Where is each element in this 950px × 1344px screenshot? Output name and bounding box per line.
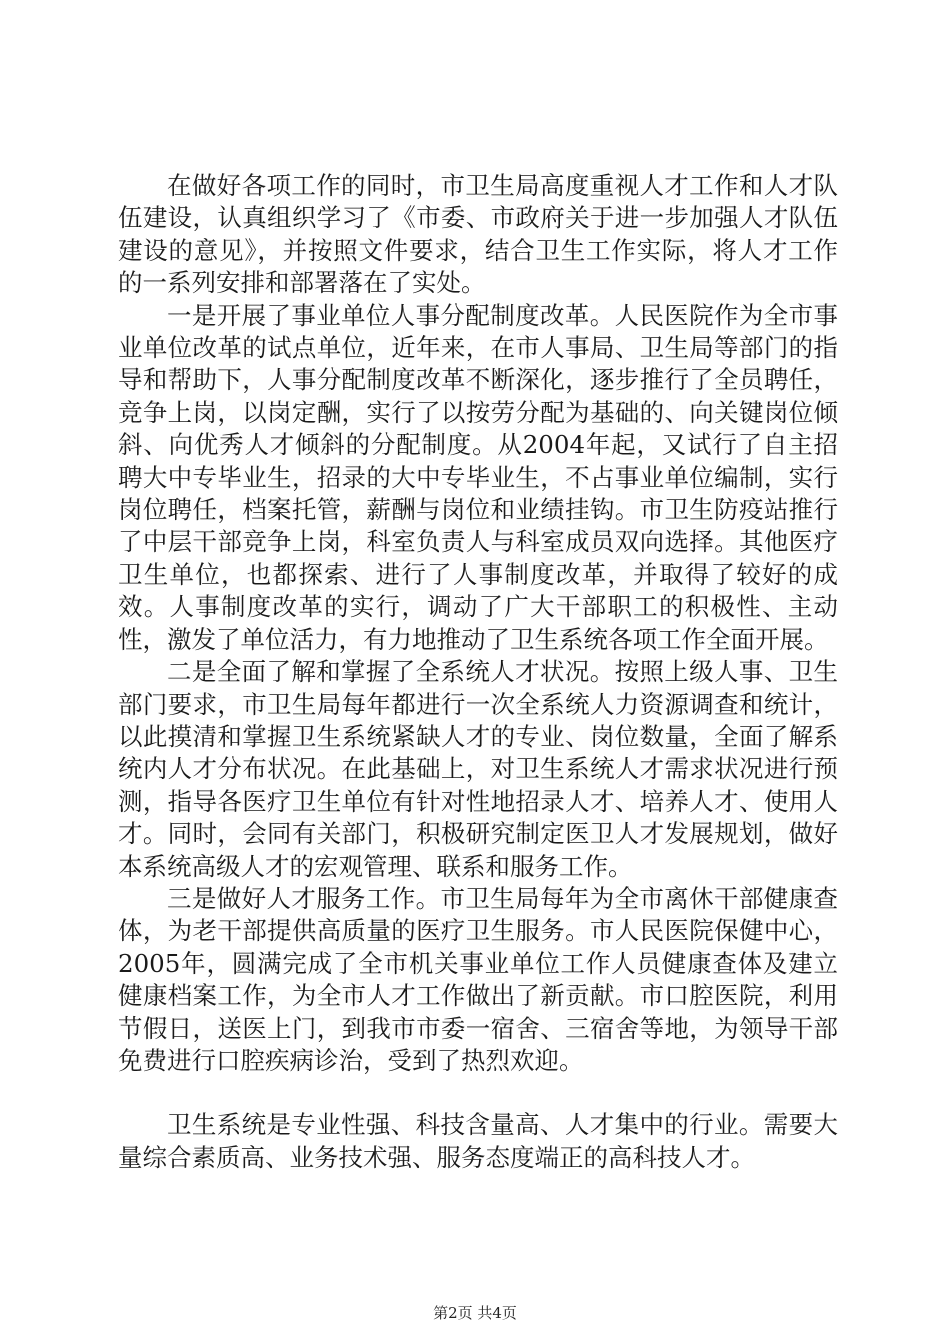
paragraph-personnel-reform: 一是开展了事业单位人事分配制度改革。人民医院作为全市事业单位改革的试点单位，近年来，在市人事局、卫生局等部门的指导和帮助下，人事分配制度改革不断深化，逐步推行了全员聘任，竞争上岗，以岗定酬，实行了以按劳分配为基础的、向关键岗位倾斜、向优秀人才倾斜的分配制度。从2004年起，又试行了自主招聘大中专毕业生，招录的大中专毕业生，不占事业单位编制，实行岗位聘任，档案托管，薪酬与岗位和业绩挂钩。市卫生防疫站推行了中层干部竞争上岗，科室负责人与科室成员双向选择。其他医疗卫生单位，也都探索、进行了人事制度改革，并取得了较好的成效。人事制度改革的实行，调动了广大干部职工的积极性、主动性，激发了单位活力，有力地推动了卫生系统各项工作全面开展。 xyxy=(118,300,838,654)
paragraph-talent-status: 二是全面了解和掌握了全系统人才状况。按照上级人事、卫生部门要求，市卫生局每年都进行一次全系统人力资源调查和统计，以此摸清和掌握卫生系统紧缺人才的专业、岗位数量，全面了解系统内人才分布状况。在此基础上，对卫生系统人才需求状况进行预测，指导各医疗卫生单位有针对性地招录人才、培养人才、使用人才。同时，会同有关部门，积极研究制定医卫人才发展规划，做好本系统高级人才的宏观管理、联系和服务工作。 xyxy=(118,657,838,881)
page-number-footer: 第2页 共4页 xyxy=(433,1304,517,1322)
paragraph-intro: 在做好各项工作的同时，市卫生局高度重视人才工作和人才队伍建设，认真组织学习了《市委、市政府关于进一步加强人才队伍建设的意见》，并按照文件要求，结合卫生工作实际，将人才工作的一系列安排和部署落在了实处。 xyxy=(118,171,838,298)
document-body xyxy=(118,170,838,1174)
paragraph-talent-service: 三是做好人才服务工作。市卫生局每年为全市离休干部健康查体，为老干部提供高质量的医疗卫生服务。市人民医院保健中心，2005年，圆满完成了全市机关事业单位工作人员健康查体及建立健康档案工作，为全市人才工作做出了新贡献。市口腔医院，利用节假日，送医上门，到我市市委一宿舍、三宿舍等地，为领导干部免费进行口腔疾病诊治，受到了热烈欢迎。 xyxy=(118,883,838,1075)
paragraph-health-system: 卫生系统是专业性强、科技含量高、人才集中的行业。需要大量综合素质高、业务技术强、服务态度端正的高科技人才。 xyxy=(118,1110,838,1172)
